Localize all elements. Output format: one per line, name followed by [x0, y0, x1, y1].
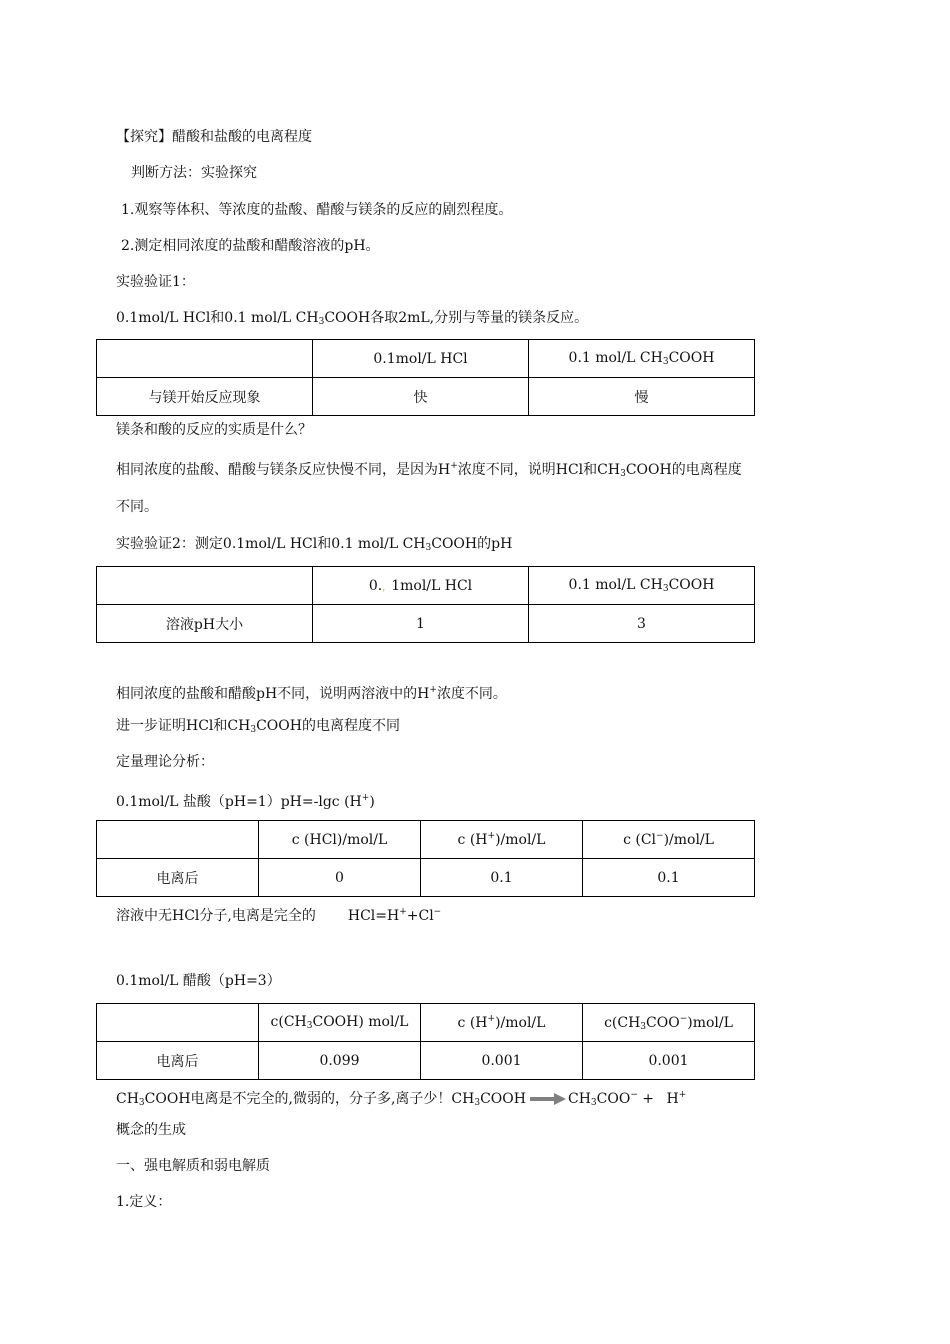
table-header: c (HCl)/mol/L [259, 821, 421, 859]
step-2: 2.测定相同浓度的盐酸和醋酸溶液的pH。 [121, 238, 380, 254]
table-cell: 3 [529, 605, 755, 643]
table-cell: 电离后 [97, 1042, 259, 1080]
hac-table [96, 1003, 755, 1080]
table-cell [97, 1004, 259, 1042]
table-cell: 慢 [529, 378, 755, 416]
answer: 相同浓度的盐酸、醋酸与镁条反应快慢不同，是因为H+浓度不同，说明HCl和$CH_3COOH$的电离程度 [116, 461, 742, 479]
further-line: 进一步证明HCl和$CH_3COOH$的电离程度不同 [116, 718, 400, 735]
table-row [97, 1042, 755, 1080]
table-header: 0.1mol/L HCl [313, 340, 529, 378]
table-cell: 与镁开始反应现象 [97, 378, 313, 416]
table-cell: 0.001 [583, 1042, 755, 1080]
table-row [97, 567, 755, 605]
question: 镁条和酸的反应的实质是什么？ [116, 422, 312, 438]
exp2-title: 实验验证2：测定0.1mol/L HCl和0.1 mol/L $CH_3COOH$的pH [116, 536, 513, 553]
step-1: 1.观察等体积、等浓度的盐酸、醋酸与镁条的反应的剧烈程度。 [121, 202, 513, 218]
table-row [97, 378, 755, 416]
quant-title: 定量理论分析： [116, 754, 214, 770]
table-cell: 1 [313, 605, 529, 643]
exp1-title: 实验验证1： [116, 274, 195, 290]
hcl-table [96, 820, 755, 897]
reversible-arrow-icon [530, 1093, 566, 1105]
table-cell: 电离后 [97, 859, 259, 897]
method-line: 判断方法：实验探究 [131, 165, 257, 181]
table-cell: 0 [259, 859, 421, 897]
hac-title: 0.1mol/L 醋酸（pH=3） [116, 973, 281, 989]
mg-reaction-table [96, 339, 755, 416]
conclusion: 相同浓度的盐酸和醋酸pH不同，说明两溶液中的H+浓度不同。 [116, 685, 507, 702]
table-row [97, 821, 755, 859]
table-header: 0.1 mol/L $CH_3COOH$ [529, 567, 755, 605]
definition-label: 1.定义： [116, 1194, 172, 1210]
ph-table [96, 566, 755, 643]
table-cell: 快 [313, 378, 529, 416]
table-header: $c(CH_3COO^-)mol/L$ [583, 1004, 755, 1042]
heading: 【探究】醋酸和盐酸的电离程度 [116, 129, 312, 145]
table-cell [97, 340, 313, 378]
table-header: 0.1 mol/L $CH_3COOH$ [529, 340, 755, 378]
table-cell: 0.1 [421, 859, 583, 897]
exp1-desc: 0.1mol/L HCl和0.1 mol/L $CH_3COOH$各取2mL,分别与等量的镁条反应。 [116, 310, 589, 327]
section-title: 一、强电解质和弱电解质 [116, 1158, 270, 1174]
table-header: 0.，1mol/L HCl [313, 567, 529, 605]
hcl-equation: HCl=H++Cl− [347, 907, 442, 924]
table-row [97, 1004, 755, 1042]
table-cell [97, 821, 259, 859]
table-header: $c(CH_3COOH)$ mol/L [259, 1004, 421, 1042]
table-row [97, 605, 755, 643]
table-row [97, 859, 755, 897]
table-header: c (H+)/mol/L [421, 821, 583, 859]
table-row [97, 340, 755, 378]
table-header: c (H+)/mol/L [421, 1004, 583, 1042]
concept-title: 概念的生成 [116, 1122, 186, 1138]
answer-line-2: 不同。 [116, 499, 158, 515]
table-cell [97, 567, 313, 605]
table-cell: 0.1 [583, 859, 755, 897]
table-cell: 0.099 [259, 1042, 421, 1080]
table-header: c (Cl−)/mol/L [583, 821, 755, 859]
hcl-title: 0.1mol/L 盐酸（pH=1）pH=-lgc (H+) [116, 793, 375, 810]
table-cell: 溶液pH大小 [97, 605, 313, 643]
table-cell: 0.001 [421, 1042, 583, 1080]
hac-note: $CH_3COOH$电离是不完全的,微弱的，分子多,离子少！$CH_3COOH$ $CH_3COO^- + H^+$ [116, 1090, 687, 1108]
hcl-note: 溶液中无HCl分子,电离是完全的 HCl=H++Cl− [116, 907, 442, 924]
